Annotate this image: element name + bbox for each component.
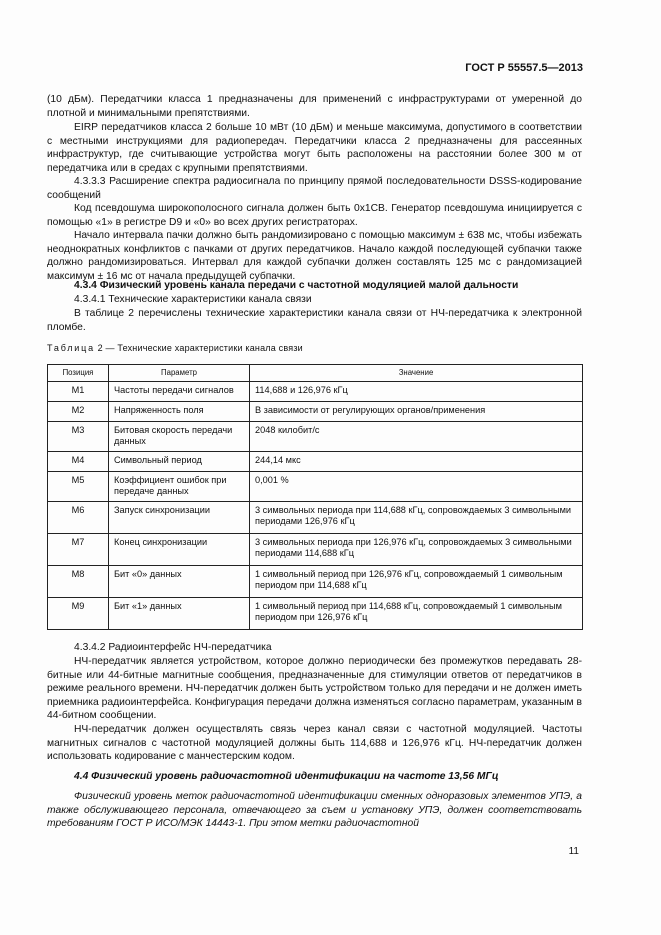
cell-position: M3 [48,421,109,451]
section-heading-4-3-4: 4.3.4 Физический уровень канала передачи с частотной модуляцией малой дальности [74,280,519,291]
characteristics-table [47,364,583,630]
cell-parameter: Битовая скорость передачи данных [109,421,250,451]
cell-parameter: Частоты передачи сигналов [109,381,250,401]
table-row [48,501,583,533]
table-caption-text: 2 — Технические характеристики канала связи [97,343,303,353]
paragraph: НЧ-передатчик должен осуществлять связь через канал связи с частотной модуляцией. Частоты магнитных сигналов с частотной модуляцией должны быть 114,688 и 126,976 кГц. НЧ-передатчик должен использовать кодирование с манчестерским кодом. [47,724,582,763]
paragraph: НЧ-передатчик является устройством, которое должно периодически без промежутков передавать 28-битные или 44-битные магнитные сообщения, предназначенные для стимуляции ответов от передатчиков в режиме реального времени. НЧ-передатчик должен быть устройством только для передачи и не должен иметь приемника радиоинтерфейса. Конфигурация передачи должна изменяться согласно параметрам, указанным в 44-битном сообщении. [47,656,582,722]
table-row [48,533,583,565]
cell-value: 3 символьных периода при 126,976 кГц, сопровождаемых 3 символьными периодами 114,688 кГц [250,533,583,565]
paragraph: В таблице 2 перечислены технические характеристики канала связи от НЧ-передатчика к электронной пломбе. [47,308,582,333]
header-position: Позиция [48,365,109,382]
cell-parameter: Коэффициент ошибок при передаче данных [109,471,250,501]
cell-value: 0,001 % [250,471,583,501]
paragraph: (10 дБм). Передатчики класса 1 предназначены для применений с инфраструктурами от умеренной до плотной и минимальными препятствиями. [47,94,582,119]
table-caption [47,343,303,353]
header-parameter: Параметр [109,365,250,382]
paragraph: Код псевдошума широкополосного сигнала должен быть 0x1CB. Генератор псевдошума инициируется с помощью «1» в регистре D9 и «0» во всех других регистраторах. [47,203,582,228]
table-row [48,471,583,501]
cell-position: M2 [48,401,109,421]
cell-value: 2048 килобит/с [250,421,583,451]
page-number: 11 [568,846,579,857]
table-row [48,565,583,597]
table-row [48,381,583,401]
cell-value: 3 символьных периода при 114,688 кГц, сопровождаемых 3 символьными периодами 126,976 кГц [250,501,583,533]
table-row [48,597,583,629]
cell-position: M5 [48,471,109,501]
cell-parameter: Конец синхронизации [109,533,250,565]
cell-position: M9 [48,597,109,629]
table-row [48,401,583,421]
cell-value: 244,14 мкс [250,451,583,471]
cell-value: В зависимости от регулирующих органов/применения [250,401,583,421]
section-4-3-4-2: 4.3.4.2 Радиоинтерфейс НЧ-передатчика [74,642,272,653]
cell-position: M1 [48,381,109,401]
cell-parameter: Символьный период [109,451,250,471]
paragraph: EIRP передатчиков класса 2 больше 10 мВт (10 дБм) и меньше максимума, допустимого в соответствии с местными инструкциями для радиопередач. Передатчики класса 2 предназначены для рассеянных инфраструктур, где считывающие устройства могут быть расположены на расстоянии более 300 м от передатчика или в средах с крупными препятствиями. [47,122,582,174]
document-id: ГОСТ Р 55557.5—2013 [465,62,583,74]
cell-parameter: Напряженность поля [109,401,250,421]
cell-position: M4 [48,451,109,471]
table-row [48,421,583,451]
section-4-3-4-1: 4.3.4.1 Технические характеристики канала связи [74,294,312,305]
cell-value: 1 символьный период при 114,688 кГц, сопровождаемый 1 символьным периодом при 126,976 кГц [250,597,583,629]
cell-position: M6 [48,501,109,533]
cell-parameter: Бит «0» данных [109,565,250,597]
cell-position: M8 [48,565,109,597]
cell-parameter: Запуск синхронизации [109,501,250,533]
cell-parameter: Бит «1» данных [109,597,250,629]
cell-value: 1 символьный период при 126,976 кГц, сопровождаемый 1 символьным периодом при 114,688 кГц [250,565,583,597]
header-value: Значение [250,365,583,382]
paragraph: Начало интервала пачки должно быть рандомизировано с помощью максимум ± 638 мс, чтобы избежать неоднократных конфликтов с пачками от других передатчиков. Начало каждой последующей субпачки также должно рандомизироваться. Интервал для каждой субпачки должен составлять 125 мс с рандомизацией максимум ± 16 мс от начала предыдущей субпачки. [47,230,582,282]
table-row [48,451,583,471]
table-caption-word: Таблица [47,343,95,353]
cell-position: M7 [48,533,109,565]
table-header-row [48,365,583,382]
cell-value: 114,688 и 126,976 кГц [250,381,583,401]
section-heading-4-4: 4.4 Физический уровень радиочастотной идентификации на частоте 13,56 МГц [74,771,499,782]
section-4-3-3-3: 4.3.3.3 Расширение спектра радиосигнала по принципу прямой последовательности DSSS-кодирование сообщений [47,176,582,201]
paragraph: Физический уровень меток радиочастотной идентификации сменных одноразовых элементов УПЭ, а также обслуживающего персонала, отвечающего за съем и установку УПЭ, должен соответствовать требованиям ГОСТ Р ИСО/МЭК 14443-1. При этом метки радиочастотной [47,791,582,830]
